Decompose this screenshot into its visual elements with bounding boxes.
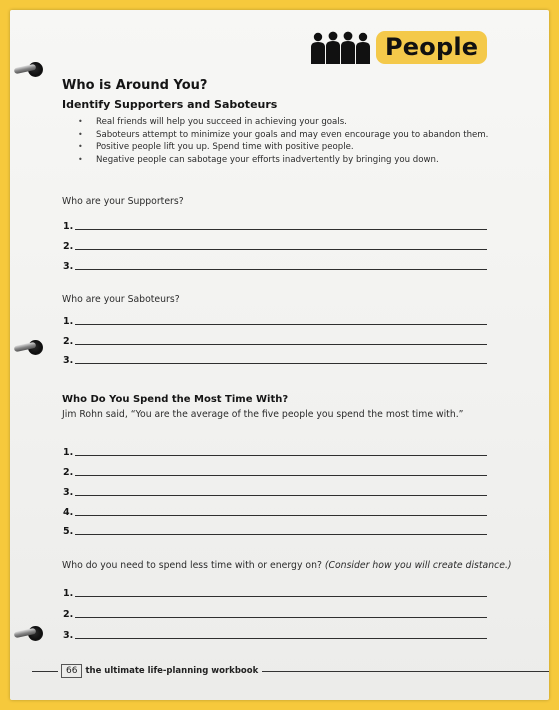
section-header bbox=[310, 30, 487, 64]
line-number: 3. bbox=[63, 355, 74, 366]
question-saboteurs: Who are your Saboteurs? bbox=[62, 294, 180, 305]
saboteur-line-2[interactable] bbox=[63, 335, 487, 347]
time-line-2[interactable] bbox=[63, 466, 487, 478]
people-badge: People bbox=[376, 31, 487, 64]
bullet-list bbox=[78, 117, 488, 167]
supporter-line-1[interactable] bbox=[63, 220, 487, 232]
jim-rohn-quote: Jim Rohn said, “You are the average of the five people you spend the most time with.” bbox=[62, 409, 464, 420]
question-less-time-note: (Consider how you will create distance.) bbox=[324, 560, 512, 571]
line-number: 2. bbox=[63, 336, 74, 347]
time-line-4[interactable] bbox=[63, 506, 487, 518]
page-footer bbox=[32, 664, 549, 678]
binder-ring-top bbox=[14, 59, 44, 79]
section-title-around-you: Who is Around You? bbox=[62, 78, 208, 93]
time-line-5[interactable] bbox=[63, 525, 487, 537]
list-item: • Real friends will help you succeed in achieving your goals. bbox=[78, 117, 488, 130]
line-number: 2. bbox=[63, 467, 74, 478]
time-line-3[interactable] bbox=[63, 486, 487, 498]
section-subtitle: Identify Supporters and Saboteurs bbox=[62, 98, 278, 111]
line-number: 2. bbox=[63, 609, 74, 620]
line-number: 5. bbox=[63, 526, 74, 537]
saboteur-line-1[interactable] bbox=[63, 315, 487, 327]
workbook-page bbox=[10, 10, 549, 700]
line-number: 1. bbox=[63, 221, 74, 232]
question-supporters: Who are your Supporters? bbox=[62, 196, 184, 207]
binder-ring-middle bbox=[14, 337, 44, 357]
list-item: • Saboteurs attempt to minimize your goals and may even encourage you to abandon them. bbox=[78, 130, 488, 143]
page-number: 66 bbox=[61, 664, 82, 678]
line-number: 1. bbox=[63, 588, 74, 599]
less-time-line-2[interactable] bbox=[63, 608, 487, 620]
binder-ring-bottom bbox=[14, 623, 44, 643]
line-number: 4. bbox=[63, 507, 74, 518]
line-number: 3. bbox=[63, 487, 74, 498]
time-line-1[interactable] bbox=[63, 446, 487, 458]
line-number: 3. bbox=[63, 630, 74, 641]
book-title: the ultimate life-planning workbook bbox=[85, 666, 259, 676]
list-item: • Positive people lift you up. Spend time with positive people. bbox=[78, 142, 488, 155]
saboteur-line-3[interactable] bbox=[63, 354, 487, 366]
line-number: 3. bbox=[63, 261, 74, 272]
supporter-line-2[interactable] bbox=[63, 240, 487, 252]
line-number: 2. bbox=[63, 241, 74, 252]
people-silhouettes-icon bbox=[310, 30, 372, 64]
line-number: 1. bbox=[63, 316, 74, 327]
section-title-most-time: Who Do You Spend the Most Time With? bbox=[62, 394, 289, 405]
supporter-line-3[interactable] bbox=[63, 260, 487, 272]
list-item: • Negative people can sabotage your efforts inadvertently by bringing you down. bbox=[78, 155, 488, 168]
less-time-line-3[interactable] bbox=[63, 629, 487, 641]
question-less-time: Who do you need to spend less time with or energy on? (Consider how you will create distance.) bbox=[62, 560, 512, 571]
line-number: 1. bbox=[63, 447, 74, 458]
less-time-line-1[interactable] bbox=[63, 587, 487, 599]
